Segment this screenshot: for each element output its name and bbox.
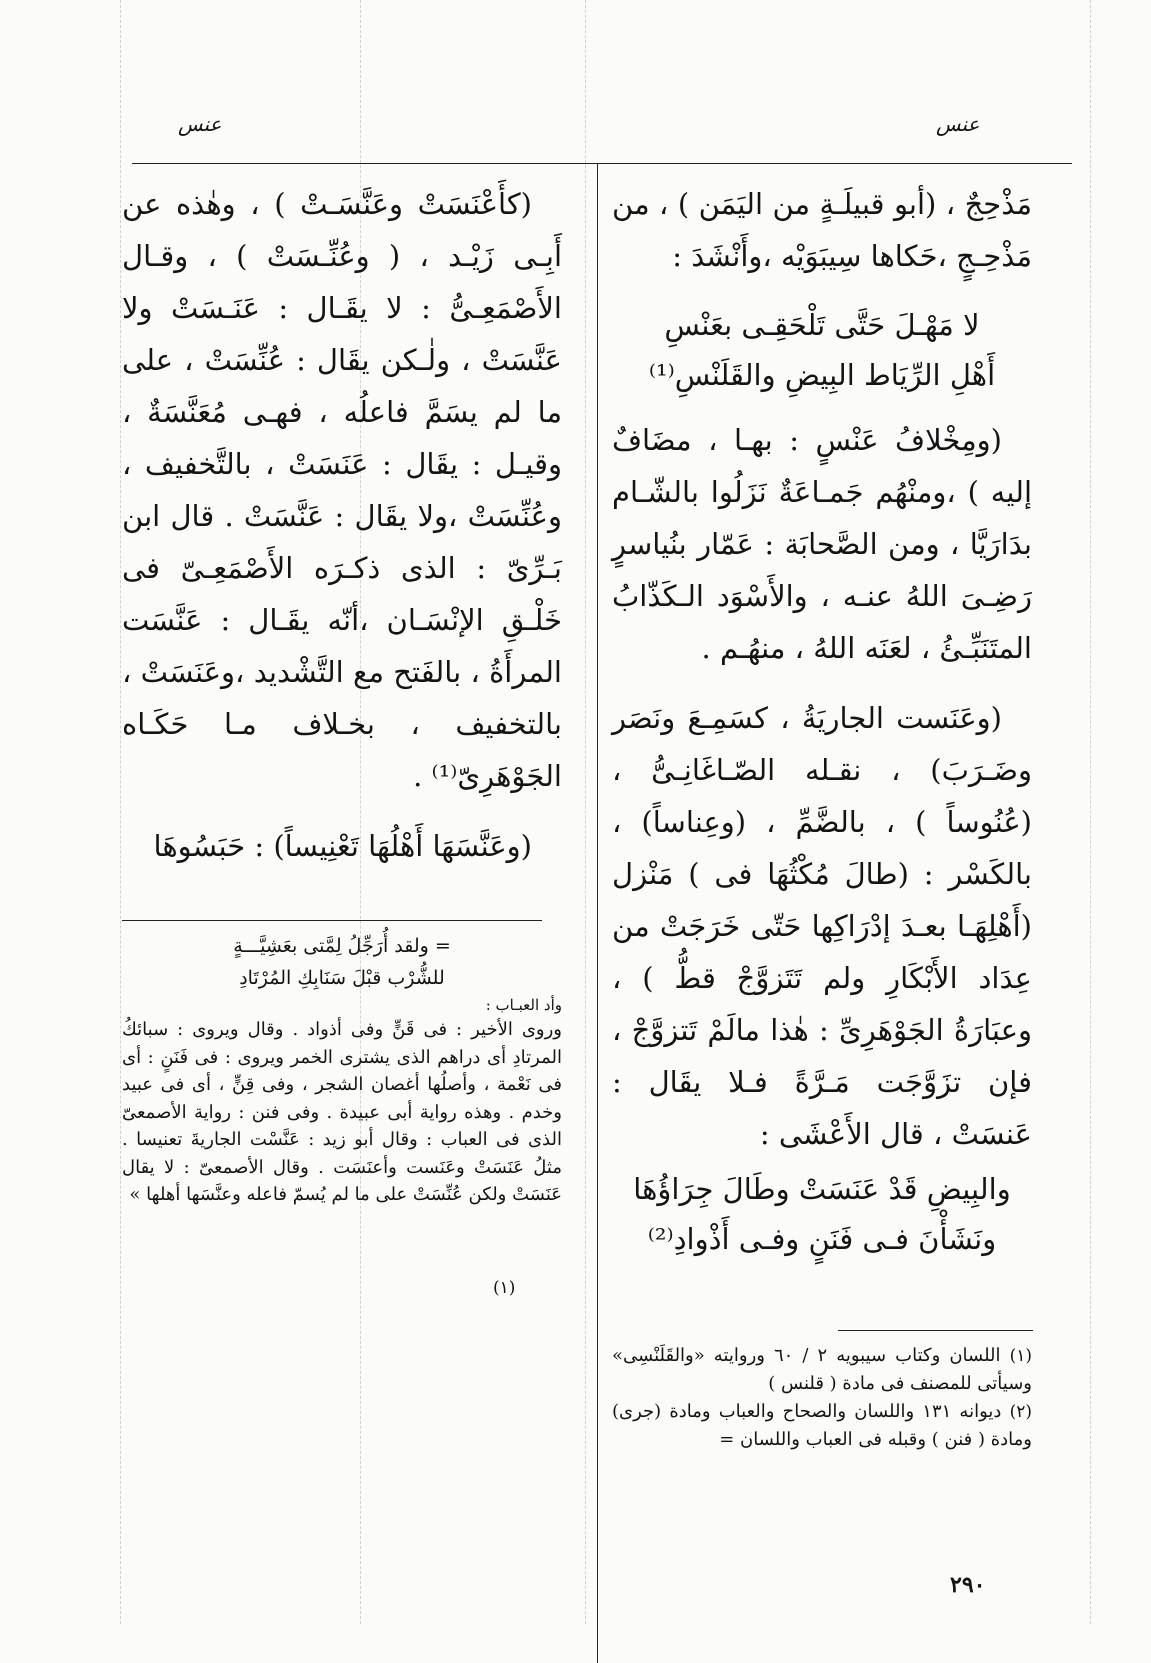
footnote-poem-line: = ولقد أُرَجِّلُ لِمَّتى بعَشِيَّـــةٍ bbox=[233, 935, 451, 957]
entry-paragraph: (وعَنَّسَهَا أَهْلُهَا تَعْنِيساً) : حَبَسُوهَا bbox=[153, 829, 532, 863]
entry-paragraph: (كأَعْنَسَتْ وعَنَّسَـتْ ) ، وهٰذه عن أَبِـى زَيْـد ، ( وعُنِّـسَتْ ) ، وقـال الأَصْمَعِـىُّ : لا يقَـال : عَنَـسَتْ ولا عَنَّسَتْ ، ولٰـكن يقَال : عُنِّسَتْ ، على ما لم يسَمَّ فاعلُه ، فهـى مُعَنَّسَةٌ ، وقيـل : يقَال : عَنَسَتْ ، بالتَّخفيف ، وعُنِّسَتْ ،ولا يقَال : عَنَّسَتْ . قال ابن بَـرِّىّ : الذى ذكـرَه الأَصْمَعِـىّ فى خَلْـقِ الإنْسَـان ،أنّه يقَـال : عَنَّسَت المرأَةُ ، بالفَتح مع التَّشْديد ،وعَنَسَتْ ، بالتخفيف ، بخـلاف مـا حَكَـاه الجَوْهَرِىّ⁽¹⁾ . bbox=[122, 187, 562, 793]
fold-line bbox=[120, 0, 121, 1624]
footnote-number: (١) bbox=[1009, 1346, 1032, 1366]
verse-line: أَهْلِ الرِّيَاط البِيضِ والقَلَنْسِ⁽¹⁾ bbox=[648, 358, 996, 392]
right-column bbox=[612, 178, 1032, 1264]
verse-line: والبِيضِ قَدْ عَنَسَتْ وطَالَ جِرَاؤُهَا bbox=[633, 1172, 1011, 1206]
entry-paragraph: (ومِخْلافُ عَنْسٍ : بهـا ، مضَافٌ إليه ) ،ومنْهُم جَمـاعَةٌ نَزَلُوا بالشّـام بدَارَيَّا ، ومن الصَّحابَة : عَمّار بنُياسرٍ رَضِـىَ اللهُ عنـه ، والأَسْوَد الـكَذّابُ المتَنَبِّـئُ ، لعَنَه اللهُ ، منهُـم . bbox=[612, 423, 1032, 665]
entry-paragraph: (وعَنَست الجاريَةُ ، كسَمِـعَ ونَصَر وضَـرَبَ) ، نقـله الصّـاغَانِـىُّ ، (عُنُوساً ) ، بالضَّمِّ ، (وعِناساً) ، بالكَسْر : (طالَ مُكْثُهَا فى ) مَنْزل (أَهْلِهَـا بعـدَ إدْرَاكِها حَتّى خَرَجَتْ من عِدَاد الأَبْكَارِ ولم تَتَزوَّجْ قطُّ ) ، وعبَارَةُ الجَوْهَرِىِّ : هٰذا مالَمْ تَتزوَّجْ ، فإن تزَوَّجَت مَـرَّةً فـلا يقَال : عَنسَتْ ، قال الأَعْشَى : bbox=[612, 701, 1032, 1151]
column-divider bbox=[597, 163, 598, 1663]
footnote-text: وروى الأخير : فى قَنٍّ وفى أذواد . وقال ويروى : سبائكُ المرتادِ أى دراهم الذى يشترى الخمر ويروى : فى فَنَنٍ : أى فى نَعْمة ، وأصلُها أغصان الشجر ، وفى قِنٍّ ، أى فى عبيد وخدم . وهذه رواية أبى عبيدة . وفى فنن : رواية الأصمعىّ الذى فى العباب : وقال أبو زيد : عَنَّسْت الجاريةَ تعنيسا . مثلُ عَنَسَتْ وعَنَست وأعنَسَت . وقال الأصمعىّ : لا يقال عَنَسَتْ ولكن عُنِّسَتْ على ما لم يُسمّ فاعله وعنَّسَها أهلها » bbox=[122, 1019, 562, 1205]
footnote-separator bbox=[122, 920, 542, 921]
footnote-text: اللسان وكتاب سيبويه ٢ / ٦٠ وروايته «والقَلَنْسِى» وسيأتى للمصنف فى مادة ( قلنس ) bbox=[612, 1345, 1032, 1394]
footnote-poem-line: للشُّرْب قبْلَ سَنَابِكِ المُرْتَادِ bbox=[239, 967, 445, 989]
footnote-number: (١) bbox=[493, 1278, 516, 1298]
footnote-separator bbox=[838, 1330, 1033, 1331]
footnote-text: ديوانه ١٣١ واللسان والصحاح والعباب ومادة (جرى) ومادة ( فنن ) وقبله فى العباب واللسان = bbox=[612, 1401, 1032, 1450]
footnote bbox=[612, 1398, 1032, 1454]
left-column bbox=[122, 178, 562, 872]
verse-line: لا مَهْـلَ حَتَّى تَلْحَقِـى بعَنْسِ bbox=[664, 308, 980, 342]
page-number: ٢٩٠ bbox=[950, 1572, 986, 1598]
left-footnotes bbox=[122, 930, 562, 1209]
running-header-left: عنس bbox=[178, 112, 222, 136]
footnote-number: (٢) bbox=[1009, 1402, 1032, 1422]
footnote-note: وأد العبـاب : bbox=[485, 996, 562, 1014]
fold-line bbox=[585, 0, 586, 1624]
verse-line: ونَشَأْنَ فـى فَنَنٍ وفـى أَذْوادِ⁽²⁾ bbox=[647, 1222, 997, 1256]
right-footnotes bbox=[612, 1342, 1032, 1454]
footnote bbox=[612, 1342, 1032, 1398]
running-header-right: عنس bbox=[936, 112, 980, 136]
fold-line bbox=[1090, 0, 1091, 1624]
header-rule bbox=[132, 163, 1072, 164]
entry-paragraph: مَذْحِجٌ ، (أبو قبيلَـةٍ من اليَمَن ) ، من مَذْحِـجٍ ،حَكاها سِيبَوَيْه ،وأَنْشَدَ : bbox=[612, 187, 1032, 273]
